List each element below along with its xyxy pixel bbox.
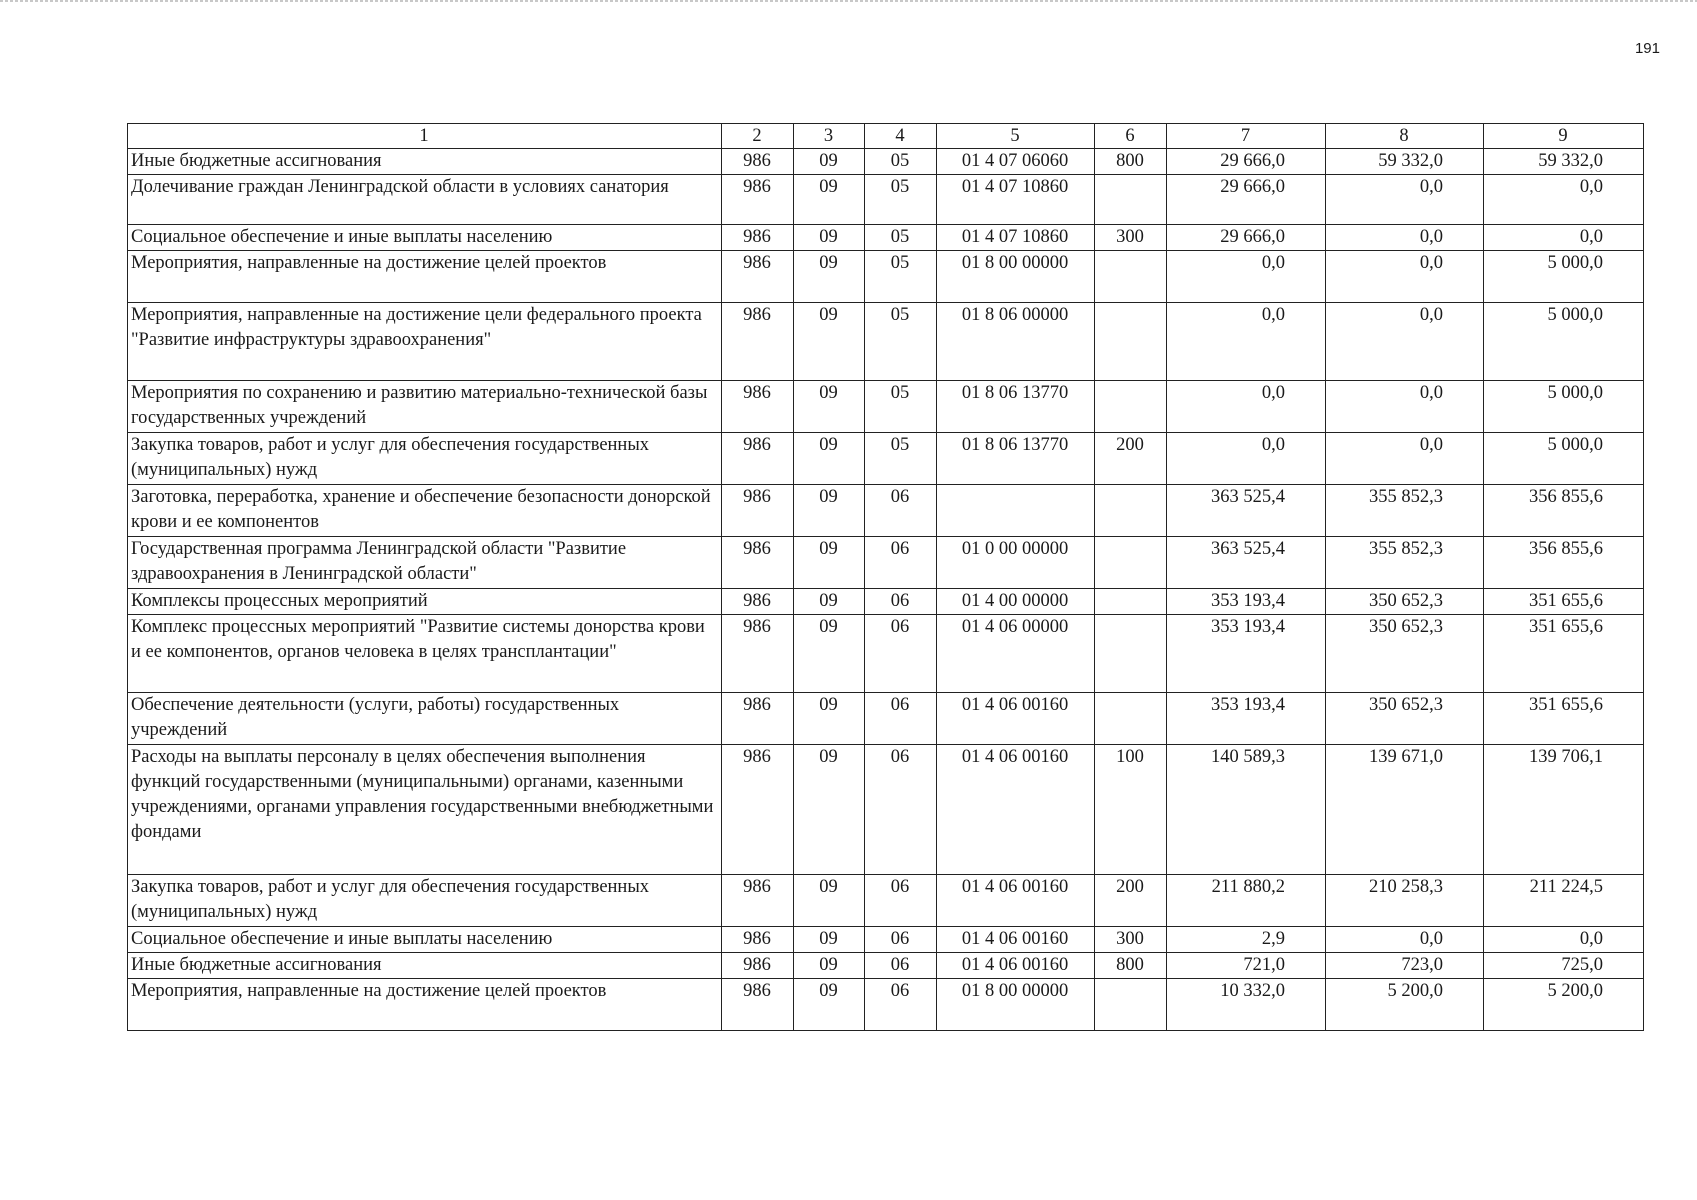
cell-c3: 09 [794, 953, 865, 979]
cell-c3: 09 [794, 537, 865, 589]
cell-c2: 986 [722, 875, 794, 927]
cell-c6 [1095, 537, 1167, 589]
cell-c4: 05 [865, 225, 937, 251]
cell-c7: 29 666,0 [1167, 175, 1326, 225]
column-header: 3 [794, 124, 865, 149]
cell-c9: 725,0 [1484, 953, 1644, 979]
cell-c8: 723,0 [1326, 953, 1484, 979]
cell-c5: 01 4 06 00160 [937, 693, 1095, 745]
cell-c8: 350 652,3 [1326, 615, 1484, 693]
cell-c8: 0,0 [1326, 251, 1484, 303]
cell-c5: 01 8 00 00000 [937, 251, 1095, 303]
table-row [128, 485, 1644, 537]
cell-c5: 01 0 00 00000 [937, 537, 1095, 589]
table-row [128, 175, 1644, 225]
cell-c6 [1095, 251, 1167, 303]
cell-c4: 06 [865, 485, 937, 537]
cell-c9: 5 200,0 [1484, 979, 1644, 1031]
cell-c3: 09 [794, 381, 865, 433]
cell-c4: 05 [865, 303, 937, 381]
cell-c3: 09 [794, 149, 865, 175]
cell-name: Иные бюджетные ассигнования [128, 149, 722, 175]
cell-c4: 06 [865, 589, 937, 615]
cell-c2: 986 [722, 251, 794, 303]
cell-c2: 986 [722, 745, 794, 875]
cell-c4: 05 [865, 433, 937, 485]
cell-c2: 986 [722, 693, 794, 745]
cell-c6 [1095, 303, 1167, 381]
cell-c5: 01 4 06 00160 [937, 875, 1095, 927]
cell-c4: 06 [865, 537, 937, 589]
cell-c2: 986 [722, 979, 794, 1031]
table-row [128, 251, 1644, 303]
cell-c9: 351 655,6 [1484, 615, 1644, 693]
scan-edge [0, 0, 1697, 2]
cell-c5: 01 4 06 00000 [937, 615, 1095, 693]
cell-c5: 01 4 07 06060 [937, 149, 1095, 175]
cell-c7: 0,0 [1167, 433, 1326, 485]
column-header: 1 [128, 124, 722, 149]
cell-c6: 300 [1095, 927, 1167, 953]
cell-c4: 05 [865, 149, 937, 175]
table-row [128, 953, 1644, 979]
cell-c7: 2,9 [1167, 927, 1326, 953]
table-row [128, 615, 1644, 693]
cell-c6 [1095, 485, 1167, 537]
column-header: 6 [1095, 124, 1167, 149]
cell-c4: 06 [865, 927, 937, 953]
table-row [128, 381, 1644, 433]
cell-c9: 0,0 [1484, 225, 1644, 251]
cell-c5: 01 4 00 00000 [937, 589, 1095, 615]
cell-c6 [1095, 381, 1167, 433]
cell-name: Мероприятия, направленные на достижение целей проектов [128, 979, 722, 1031]
table-row [128, 589, 1644, 615]
table-row [128, 433, 1644, 485]
cell-c2: 986 [722, 433, 794, 485]
cell-name: Комплексы процессных мероприятий [128, 589, 722, 615]
header-row [128, 124, 1644, 149]
cell-c7: 29 666,0 [1167, 149, 1326, 175]
cell-c8: 355 852,3 [1326, 485, 1484, 537]
cell-c2: 986 [722, 485, 794, 537]
cell-name: Обеспечение деятельности (услуги, работы) государственных учреждений [128, 693, 722, 745]
cell-c4: 06 [865, 693, 937, 745]
cell-c5: 01 4 07 10860 [937, 225, 1095, 251]
cell-c9: 5 000,0 [1484, 303, 1644, 381]
cell-c4: 06 [865, 745, 937, 875]
cell-c8: 0,0 [1326, 175, 1484, 225]
cell-c8: 139 671,0 [1326, 745, 1484, 875]
cell-c5 [937, 485, 1095, 537]
cell-c8: 350 652,3 [1326, 589, 1484, 615]
cell-c9: 211 224,5 [1484, 875, 1644, 927]
column-header: 2 [722, 124, 794, 149]
cell-c7: 363 525,4 [1167, 537, 1326, 589]
cell-c6: 800 [1095, 953, 1167, 979]
cell-c8: 59 332,0 [1326, 149, 1484, 175]
cell-name: Закупка товаров, работ и услуг для обеспечения государственных (муниципальных) нужд [128, 433, 722, 485]
cell-c3: 09 [794, 485, 865, 537]
cell-name: Долечивание граждан Ленинградской области в условиях санатория [128, 175, 722, 225]
cell-c6: 100 [1095, 745, 1167, 875]
cell-c9: 139 706,1 [1484, 745, 1644, 875]
cell-c2: 986 [722, 225, 794, 251]
cell-c4: 06 [865, 615, 937, 693]
cell-c6 [1095, 175, 1167, 225]
column-header: 5 [937, 124, 1095, 149]
table-row [128, 537, 1644, 589]
cell-c7: 363 525,4 [1167, 485, 1326, 537]
cell-name: Заготовка, переработка, хранение и обеспечение безопасности донорской крови и ее компонентов [128, 485, 722, 537]
table-row [128, 979, 1644, 1031]
cell-c3: 09 [794, 589, 865, 615]
cell-name: Мероприятия, направленные на достижение цели федерального проекта "Развитие инфраструктуры здравоохранения" [128, 303, 722, 381]
cell-c5: 01 8 00 00000 [937, 979, 1095, 1031]
cell-c2: 986 [722, 537, 794, 589]
cell-c6 [1095, 979, 1167, 1031]
cell-c3: 09 [794, 433, 865, 485]
cell-c9: 351 655,6 [1484, 589, 1644, 615]
cell-c3: 09 [794, 979, 865, 1031]
cell-c6 [1095, 615, 1167, 693]
cell-c3: 09 [794, 875, 865, 927]
cell-c9: 356 855,6 [1484, 537, 1644, 589]
cell-c8: 355 852,3 [1326, 537, 1484, 589]
cell-c4: 06 [865, 979, 937, 1031]
cell-c5: 01 4 06 00160 [937, 745, 1095, 875]
cell-c3: 09 [794, 693, 865, 745]
cell-c8: 0,0 [1326, 303, 1484, 381]
cell-c9: 0,0 [1484, 927, 1644, 953]
cell-c3: 09 [794, 251, 865, 303]
cell-c6: 800 [1095, 149, 1167, 175]
cell-c3: 09 [794, 745, 865, 875]
cell-c9: 0,0 [1484, 175, 1644, 225]
cell-c2: 986 [722, 303, 794, 381]
page-number: 191 [1634, 40, 1660, 57]
cell-c7: 353 193,4 [1167, 615, 1326, 693]
table-body [128, 124, 1644, 1031]
cell-c7: 211 880,2 [1167, 875, 1326, 927]
cell-c8: 210 258,3 [1326, 875, 1484, 927]
cell-c8: 0,0 [1326, 433, 1484, 485]
column-header: 4 [865, 124, 937, 149]
cell-c5: 01 8 06 13770 [937, 381, 1095, 433]
cell-name: Иные бюджетные ассигнования [128, 953, 722, 979]
table-row [128, 693, 1644, 745]
cell-c8: 5 200,0 [1326, 979, 1484, 1031]
cell-c7: 721,0 [1167, 953, 1326, 979]
cell-name: Закупка товаров, работ и услуг для обеспечения государственных (муниципальных) нужд [128, 875, 722, 927]
cell-c5: 01 8 06 00000 [937, 303, 1095, 381]
cell-c8: 0,0 [1326, 225, 1484, 251]
cell-c5: 01 4 06 00160 [937, 953, 1095, 979]
cell-c6 [1095, 693, 1167, 745]
cell-c6: 200 [1095, 433, 1167, 485]
cell-name: Государственная программа Ленинградской области "Развитие здравоохранения в Ленинградской области" [128, 537, 722, 589]
cell-c4: 06 [865, 953, 937, 979]
cell-c3: 09 [794, 303, 865, 381]
cell-c7: 353 193,4 [1167, 589, 1326, 615]
cell-c9: 5 000,0 [1484, 251, 1644, 303]
cell-c7: 0,0 [1167, 251, 1326, 303]
cell-c5: 01 4 07 10860 [937, 175, 1095, 225]
cell-c9: 356 855,6 [1484, 485, 1644, 537]
table-row [128, 745, 1644, 875]
cell-c7: 10 332,0 [1167, 979, 1326, 1031]
cell-c3: 09 [794, 615, 865, 693]
cell-c8: 0,0 [1326, 927, 1484, 953]
cell-c3: 09 [794, 225, 865, 251]
cell-c2: 986 [722, 149, 794, 175]
cell-c3: 09 [794, 927, 865, 953]
cell-c6: 300 [1095, 225, 1167, 251]
table-row [128, 225, 1644, 251]
cell-c8: 0,0 [1326, 381, 1484, 433]
cell-name: Социальное обеспечение и иные выплаты населению [128, 927, 722, 953]
cell-c7: 140 589,3 [1167, 745, 1326, 875]
cell-name: Комплекс процессных мероприятий "Развитие системы донорства крови и ее компонентов, органов человека в целях трансплантации" [128, 615, 722, 693]
table-row [128, 927, 1644, 953]
cell-c2: 986 [722, 927, 794, 953]
column-header: 9 [1484, 124, 1644, 149]
cell-name: Расходы на выплаты персоналу в целях обеспечения выполнения функций государственными (муниципальными) органами, казенными учреждениями, органами управления государственными внебюджетными фондами [128, 745, 722, 875]
cell-c2: 986 [722, 175, 794, 225]
cell-c9: 5 000,0 [1484, 381, 1644, 433]
table-row [128, 149, 1644, 175]
table-row [128, 303, 1644, 381]
cell-c4: 05 [865, 175, 937, 225]
cell-name: Мероприятия, направленные на достижение целей проектов [128, 251, 722, 303]
cell-name: Социальное обеспечение и иные выплаты населению [128, 225, 722, 251]
cell-c2: 986 [722, 381, 794, 433]
cell-c5: 01 8 06 13770 [937, 433, 1095, 485]
cell-c5: 01 4 06 00160 [937, 927, 1095, 953]
cell-name: Мероприятия по сохранению и развитию материально-технической базы государственных учреждений [128, 381, 722, 433]
table-row [128, 875, 1644, 927]
column-header: 7 [1167, 124, 1326, 149]
cell-c9: 5 000,0 [1484, 433, 1644, 485]
cell-c6 [1095, 589, 1167, 615]
cell-c8: 350 652,3 [1326, 693, 1484, 745]
cell-c3: 09 [794, 175, 865, 225]
cell-c7: 29 666,0 [1167, 225, 1326, 251]
column-header: 8 [1326, 124, 1484, 149]
cell-c2: 986 [722, 953, 794, 979]
budget-table [127, 123, 1644, 1031]
cell-c4: 05 [865, 251, 937, 303]
cell-c2: 986 [722, 615, 794, 693]
cell-c9: 351 655,6 [1484, 693, 1644, 745]
cell-c2: 986 [722, 589, 794, 615]
cell-c4: 05 [865, 381, 937, 433]
cell-c7: 353 193,4 [1167, 693, 1326, 745]
cell-c9: 59 332,0 [1484, 149, 1644, 175]
cell-c7: 0,0 [1167, 303, 1326, 381]
cell-c6: 200 [1095, 875, 1167, 927]
cell-c7: 0,0 [1167, 381, 1326, 433]
cell-c4: 06 [865, 875, 937, 927]
